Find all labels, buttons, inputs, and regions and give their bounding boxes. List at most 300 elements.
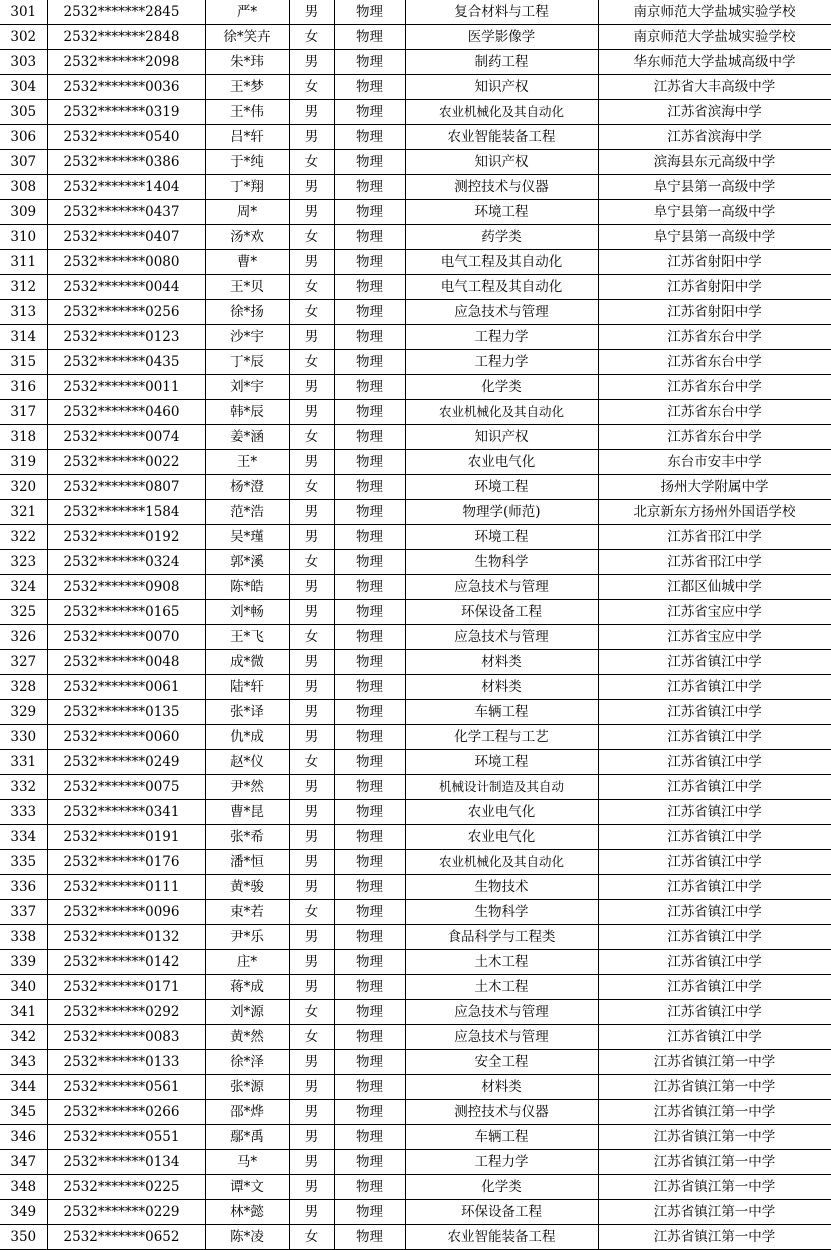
subject-cell: 物理 [334,525,405,550]
subject-cell: 物理 [334,550,405,575]
table-row [0,0,831,25]
gender-cell: 男 [289,950,334,975]
major-cell: 测控技术与仪器 [405,1100,598,1125]
student-name-cell: 王*贝 [205,275,289,300]
student-name-cell: 郭*溪 [205,550,289,575]
major-cell: 农业智能装备工程 [405,1225,598,1250]
student-name-cell: 严* [205,0,289,25]
subject-cell: 物理 [334,775,405,800]
subject-cell: 物理 [334,1150,405,1175]
candidate-id-cell: 2532*******0075 [47,775,205,800]
student-name-cell: 张*源 [205,1075,289,1100]
major-cell: 工程力学 [405,350,598,375]
row-number-cell: 311 [0,250,47,275]
table-row [0,175,831,200]
major-cell: 知识产权 [405,75,598,100]
student-name-cell: 王*伟 [205,100,289,125]
student-name-cell: 尹*乐 [205,925,289,950]
row-number-cell: 331 [0,750,47,775]
row-number-cell: 312 [0,275,47,300]
candidate-id-cell: 2532*******0080 [47,250,205,275]
major-cell: 生物科学 [405,550,598,575]
major-cell: 食品科学与工程类 [405,925,598,950]
subject-cell: 物理 [334,1200,405,1225]
school-cell: 江苏省东台中学 [598,350,831,375]
table-row [0,850,831,875]
table-row [0,500,831,525]
row-number-cell: 310 [0,225,47,250]
candidate-id-cell: 2532*******0022 [47,450,205,475]
subject-cell: 物理 [334,1225,405,1250]
subject-cell: 物理 [334,0,405,25]
major-cell: 应急技术与管理 [405,1000,598,1025]
table-row [0,400,831,425]
school-cell: 滨海县东元高级中学 [598,150,831,175]
row-number-cell: 315 [0,350,47,375]
subject-cell: 物理 [334,975,405,1000]
student-name-cell: 徐*笑卉 [205,25,289,50]
major-cell: 知识产权 [405,150,598,175]
table-row [0,700,831,725]
school-cell: 江苏省镇江中学 [598,925,831,950]
school-cell: 江苏省镇江第一中学 [598,1125,831,1150]
candidate-id-cell: 2532*******1404 [47,175,205,200]
student-name-cell: 陆*轩 [205,675,289,700]
major-cell: 医学影像学 [405,25,598,50]
row-number-cell: 327 [0,650,47,675]
candidate-id-cell: 2532*******0036 [47,75,205,100]
candidate-id-cell: 2532*******0070 [47,625,205,650]
school-cell: 江苏省大丰高级中学 [598,75,831,100]
table-row [0,225,831,250]
student-name-cell: 韩*辰 [205,400,289,425]
table-row [0,575,831,600]
major-cell: 环境工程 [405,750,598,775]
student-name-cell: 周* [205,200,289,225]
table-row [0,825,831,850]
table-row [0,1200,831,1225]
subject-cell: 物理 [334,800,405,825]
gender-cell: 男 [289,825,334,850]
gender-cell: 男 [289,775,334,800]
table-row [0,200,831,225]
table-row [0,1025,831,1050]
table-row [0,150,831,175]
school-cell: 南京师范大学盐城实验学校 [598,25,831,50]
gender-cell: 男 [289,850,334,875]
student-name-cell: 王*梦 [205,75,289,100]
gender-cell: 女 [289,475,334,500]
candidate-id-cell: 2532*******0135 [47,700,205,725]
row-number-cell: 346 [0,1125,47,1150]
school-cell: 阜宁县第一高级中学 [598,200,831,225]
school-cell: 江苏省镇江第一中学 [598,1225,831,1250]
row-number-cell: 318 [0,425,47,450]
student-name-cell: 林*懿 [205,1200,289,1225]
student-name-cell: 汤*欢 [205,225,289,250]
subject-cell: 物理 [334,1000,405,1025]
major-cell: 农业机械化及其自动化 [405,850,598,875]
subject-cell: 物理 [334,300,405,325]
school-cell: 江苏省宝应中学 [598,625,831,650]
student-name-cell: 成*微 [205,650,289,675]
candidate-id-cell: 2532*******0652 [47,1225,205,1250]
row-number-cell: 305 [0,100,47,125]
major-cell: 生物技术 [405,875,598,900]
major-cell: 农业电气化 [405,800,598,825]
major-cell: 工程力学 [405,325,598,350]
subject-cell: 物理 [334,925,405,950]
gender-cell: 女 [289,350,334,375]
gender-cell: 男 [289,200,334,225]
subject-cell: 物理 [334,100,405,125]
table-row [0,375,831,400]
candidate-id-cell: 2532*******0123 [47,325,205,350]
table-row [0,1225,831,1250]
gender-cell: 男 [289,800,334,825]
gender-cell: 男 [289,925,334,950]
gender-cell: 男 [289,450,334,475]
table-row [0,325,831,350]
table-row [0,425,831,450]
table-row [0,675,831,700]
subject-cell: 物理 [334,125,405,150]
subject-cell: 物理 [334,625,405,650]
school-cell: 江苏省东台中学 [598,425,831,450]
student-name-cell: 曹*昆 [205,800,289,825]
student-name-cell: 邵*烨 [205,1100,289,1125]
school-cell: 扬州大学附属中学 [598,475,831,500]
gender-cell: 男 [289,1100,334,1125]
major-cell: 复合材料与工程 [405,0,598,25]
row-number-cell: 303 [0,50,47,75]
candidate-id-cell: 2532*******0540 [47,125,205,150]
gender-cell: 男 [289,50,334,75]
subject-cell: 物理 [334,450,405,475]
subject-cell: 物理 [334,25,405,50]
school-cell: 江苏省镇江第一中学 [598,1100,831,1125]
row-number-cell: 342 [0,1025,47,1050]
subject-cell: 物理 [334,475,405,500]
school-cell: 江苏省镇江中学 [598,950,831,975]
major-cell: 药学类 [405,225,598,250]
candidate-id-cell: 2532*******1584 [47,500,205,525]
school-cell: 江苏省镇江中学 [598,650,831,675]
row-number-cell: 321 [0,500,47,525]
row-number-cell: 323 [0,550,47,575]
gender-cell: 男 [289,650,334,675]
major-cell: 农业智能装备工程 [405,125,598,150]
candidate-id-cell: 2532*******0074 [47,425,205,450]
gender-cell: 女 [289,900,334,925]
school-cell: 江苏省宝应中学 [598,600,831,625]
school-cell: 南京师范大学盐城实验学校 [598,0,831,25]
subject-cell: 物理 [334,500,405,525]
student-name-cell: 丁*辰 [205,350,289,375]
student-name-cell: 杨*澄 [205,475,289,500]
school-cell: 江苏省滨海中学 [598,125,831,150]
table-row [0,1050,831,1075]
gender-cell: 男 [289,1150,334,1175]
subject-cell: 物理 [334,675,405,700]
candidate-id-cell: 2532*******0048 [47,650,205,675]
major-cell: 机械设计制造及其自动 [405,775,598,800]
school-cell: 江苏省镇江第一中学 [598,1075,831,1100]
gender-cell: 女 [289,1000,334,1025]
candidate-id-cell: 2532*******0044 [47,275,205,300]
major-cell: 土木工程 [405,950,598,975]
candidate-id-cell: 2532*******0011 [47,375,205,400]
table-row [0,600,831,625]
subject-cell: 物理 [334,375,405,400]
student-name-cell: 潘*恒 [205,850,289,875]
row-number-cell: 308 [0,175,47,200]
major-cell: 电气工程及其自动化 [405,275,598,300]
gender-cell: 男 [289,725,334,750]
student-name-cell: 徐*扬 [205,300,289,325]
subject-cell: 物理 [334,275,405,300]
student-name-cell: 鄢*禹 [205,1125,289,1150]
subject-cell: 物理 [334,325,405,350]
subject-cell: 物理 [334,75,405,100]
major-cell: 环保设备工程 [405,1200,598,1225]
major-cell: 生物科学 [405,900,598,925]
candidate-id-cell: 2532*******0341 [47,800,205,825]
row-number-cell: 340 [0,975,47,1000]
table-row [0,1100,831,1125]
student-name-cell: 王*飞 [205,625,289,650]
row-number-cell: 330 [0,725,47,750]
row-number-cell: 332 [0,775,47,800]
gender-cell: 男 [289,125,334,150]
candidate-id-cell: 2532*******0191 [47,825,205,850]
student-name-cell: 蒋*成 [205,975,289,1000]
subject-cell: 物理 [334,700,405,725]
row-number-cell: 322 [0,525,47,550]
table-row [0,875,831,900]
candidate-id-cell: 2532*******0256 [47,300,205,325]
row-number-cell: 350 [0,1225,47,1250]
subject-cell: 物理 [334,750,405,775]
candidate-id-cell: 2532*******0171 [47,975,205,1000]
school-cell: 江苏省滨海中学 [598,100,831,125]
subject-cell: 物理 [334,150,405,175]
candidate-id-cell: 2532*******0551 [47,1125,205,1150]
school-cell: 北京新东方扬州外国语学校 [598,500,831,525]
major-cell: 材料类 [405,1075,598,1100]
row-number-cell: 334 [0,825,47,850]
student-name-cell: 刘*畅 [205,600,289,625]
row-number-cell: 304 [0,75,47,100]
school-cell: 江苏省镇江中学 [598,875,831,900]
candidate-id-cell: 2532*******0165 [47,600,205,625]
major-cell: 化学类 [405,375,598,400]
gender-cell: 男 [289,100,334,125]
candidate-id-cell: 2532*******0561 [47,1075,205,1100]
table-row [0,725,831,750]
candidate-id-cell: 2532*******0407 [47,225,205,250]
subject-cell: 物理 [334,1075,405,1100]
table-row [0,275,831,300]
gender-cell: 男 [289,1075,334,1100]
student-name-cell: 尹*然 [205,775,289,800]
table-row [0,450,831,475]
major-cell: 安全工程 [405,1050,598,1075]
school-cell: 江苏省邗江中学 [598,525,831,550]
major-cell: 材料类 [405,675,598,700]
row-number-cell: 339 [0,950,47,975]
candidate-id-cell: 2532*******2848 [47,25,205,50]
gender-cell: 女 [289,1225,334,1250]
row-number-cell: 319 [0,450,47,475]
gender-cell: 女 [289,425,334,450]
gender-cell: 男 [289,875,334,900]
major-cell: 化学工程与工艺 [405,725,598,750]
gender-cell: 男 [289,500,334,525]
candidate-id-cell: 2532*******0134 [47,1150,205,1175]
gender-cell: 男 [289,400,334,425]
gender-cell: 男 [289,525,334,550]
candidate-id-cell: 2532*******0249 [47,750,205,775]
candidate-id-cell: 2532*******0061 [47,675,205,700]
school-cell: 东台市安丰中学 [598,450,831,475]
subject-cell: 物理 [334,1050,405,1075]
gender-cell: 男 [289,1125,334,1150]
row-number-cell: 329 [0,700,47,725]
table-row [0,900,831,925]
school-cell: 江苏省射阳中学 [598,250,831,275]
table-row [0,975,831,1000]
student-name-cell: 谭*文 [205,1175,289,1200]
candidate-id-cell: 2532*******0324 [47,550,205,575]
subject-cell: 物理 [334,200,405,225]
student-name-cell: 沙*宇 [205,325,289,350]
school-cell: 江苏省镇江第一中学 [598,1175,831,1200]
row-number-cell: 325 [0,600,47,625]
major-cell: 制药工程 [405,50,598,75]
student-name-cell: 庄* [205,950,289,975]
row-number-cell: 343 [0,1050,47,1075]
subject-cell: 物理 [334,250,405,275]
table-row [0,950,831,975]
table-row [0,1175,831,1200]
major-cell: 应急技术与管理 [405,1025,598,1050]
school-cell: 江苏省镇江第一中学 [598,1050,831,1075]
major-cell: 环境工程 [405,200,598,225]
gender-cell: 男 [289,0,334,25]
candidate-id-cell: 2532*******0225 [47,1175,205,1200]
row-number-cell: 313 [0,300,47,325]
table-row [0,550,831,575]
gender-cell: 男 [289,1175,334,1200]
table-row [0,775,831,800]
student-name-cell: 黄*骏 [205,875,289,900]
row-number-cell: 317 [0,400,47,425]
row-number-cell: 345 [0,1100,47,1125]
school-cell: 阜宁县第一高级中学 [598,225,831,250]
subject-cell: 物理 [334,575,405,600]
candidate-id-cell: 2532*******0096 [47,900,205,925]
major-cell: 应急技术与管理 [405,575,598,600]
candidate-id-cell: 2532*******0132 [47,925,205,950]
candidate-id-cell: 2532*******0142 [47,950,205,975]
candidate-id-cell: 2532*******2845 [47,0,205,25]
subject-cell: 物理 [334,825,405,850]
row-number-cell: 335 [0,850,47,875]
candidate-id-cell: 2532*******0292 [47,1000,205,1025]
subject-cell: 物理 [334,350,405,375]
student-name-cell: 于*纯 [205,150,289,175]
gender-cell: 女 [289,1025,334,1050]
gender-cell: 女 [289,625,334,650]
student-name-cell: 陈*皓 [205,575,289,600]
student-name-cell: 马* [205,1150,289,1175]
subject-cell: 物理 [334,950,405,975]
table-row [0,250,831,275]
gender-cell: 男 [289,250,334,275]
candidate-id-cell: 2532*******0319 [47,100,205,125]
school-cell: 江苏省射阳中学 [598,275,831,300]
school-cell: 华东师范大学盐城高级中学 [598,50,831,75]
table-row [0,750,831,775]
gender-cell: 男 [289,325,334,350]
row-number-cell: 341 [0,1000,47,1025]
major-cell: 农业电气化 [405,450,598,475]
candidate-id-cell: 2532*******0437 [47,200,205,225]
student-name-cell: 徐*泽 [205,1050,289,1075]
subject-cell: 物理 [334,50,405,75]
subject-cell: 物理 [334,875,405,900]
student-name-cell: 姜*涵 [205,425,289,450]
candidate-id-cell: 2532*******0176 [47,850,205,875]
row-number-cell: 326 [0,625,47,650]
major-cell: 电气工程及其自动化 [405,250,598,275]
row-number-cell: 301 [0,0,47,25]
subject-cell: 物理 [334,175,405,200]
major-cell: 应急技术与管理 [405,625,598,650]
gender-cell: 男 [289,700,334,725]
gender-cell: 男 [289,600,334,625]
table-row [0,925,831,950]
subject-cell: 物理 [334,650,405,675]
table-row [0,1000,831,1025]
school-cell: 江苏省东台中学 [598,400,831,425]
gender-cell: 女 [289,75,334,100]
row-number-cell: 348 [0,1175,47,1200]
table-row [0,25,831,50]
student-name-cell: 刘*宇 [205,375,289,400]
school-cell: 江苏省东台中学 [598,375,831,400]
subject-cell: 物理 [334,725,405,750]
gender-cell: 女 [289,300,334,325]
candidate-id-cell: 2532*******0192 [47,525,205,550]
school-cell: 江苏省镇江中学 [598,1025,831,1050]
school-cell: 阜宁县第一高级中学 [598,175,831,200]
row-number-cell: 347 [0,1150,47,1175]
gender-cell: 女 [289,25,334,50]
major-cell: 化学类 [405,1175,598,1200]
subject-cell: 物理 [334,900,405,925]
gender-cell: 女 [289,225,334,250]
major-cell: 环境工程 [405,475,598,500]
major-cell: 农业机械化及其自动化 [405,400,598,425]
gender-cell: 男 [289,1200,334,1225]
school-cell: 江苏省镇江中学 [598,900,831,925]
school-cell: 江苏省镇江第一中学 [598,1200,831,1225]
table-row [0,625,831,650]
row-number-cell: 306 [0,125,47,150]
candidate-id-cell: 2532*******0807 [47,475,205,500]
